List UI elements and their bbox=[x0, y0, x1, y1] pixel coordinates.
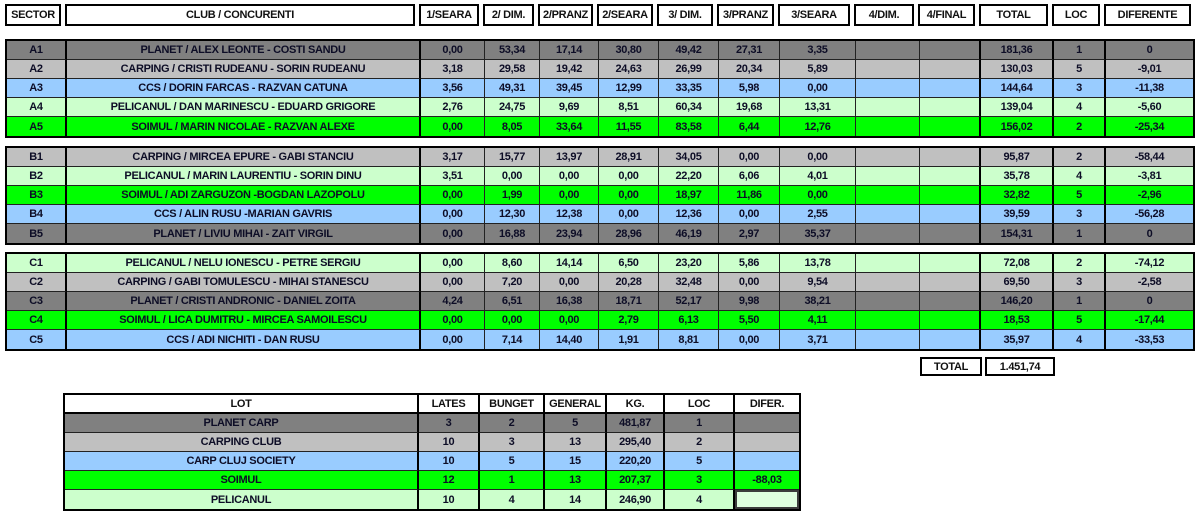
cell-A3-diferente[interactable]: -11,38 bbox=[1106, 79, 1193, 98]
cell-A2-sector[interactable]: A2 bbox=[7, 60, 67, 79]
cell-A5-session-6[interactable]: 12,76 bbox=[780, 117, 856, 136]
cell-A5-sector[interactable]: A5 bbox=[7, 117, 67, 136]
lot-cell-soimul-general[interactable]: 13 bbox=[545, 471, 607, 490]
cell-A2-diferente[interactable]: -9,01 bbox=[1106, 60, 1193, 79]
cell-B2-4final[interactable] bbox=[920, 167, 981, 186]
column-header-3-pranz[interactable]: 3/PRANZ bbox=[717, 4, 774, 26]
lot-cell-carping-club-lates[interactable]: 10 bbox=[419, 433, 480, 452]
cell-C5-session-6[interactable]: 3,71 bbox=[780, 330, 856, 349]
cell-B2-club[interactable]: PELICANUL / MARIN LAURENTIU - SORIN DINU bbox=[67, 167, 421, 186]
cell-B4-session-5[interactable]: 0,00 bbox=[719, 205, 780, 224]
lot-cell-pelicanul-loc[interactable]: 4 bbox=[665, 490, 735, 509]
cell-C4-diferente[interactable]: -17,44 bbox=[1106, 311, 1193, 330]
cell-C4-4final[interactable] bbox=[920, 311, 981, 330]
cell-B3-diferente[interactable]: -2,96 bbox=[1106, 186, 1193, 205]
cell-B1-club[interactable]: CARPING / MIRCEA EPURE - GABI STANCIU bbox=[67, 148, 421, 167]
cell-C5-4final[interactable] bbox=[920, 330, 981, 349]
cell-C2-session-5[interactable]: 0,00 bbox=[719, 273, 780, 292]
cell-B1-sector[interactable]: B1 bbox=[7, 148, 67, 167]
cell-C4-session-2[interactable]: 0,00 bbox=[540, 311, 599, 330]
lot-cell-carp-cluj-society-loc[interactable]: 5 bbox=[665, 452, 735, 471]
cell-B1-session-5[interactable]: 0,00 bbox=[719, 148, 780, 167]
cell-A2-total[interactable]: 130,03 bbox=[981, 60, 1054, 79]
cell-B5-4final[interactable] bbox=[920, 224, 981, 243]
column-header-2-dim[interactable]: 2/ DIM. bbox=[483, 4, 534, 26]
cell-A5-session-1[interactable]: 8,05 bbox=[485, 117, 540, 136]
cell-C2-session-3[interactable]: 20,28 bbox=[599, 273, 659, 292]
cell-A5-session-3[interactable]: 11,55 bbox=[599, 117, 659, 136]
cell-B5-session-2[interactable]: 23,94 bbox=[540, 224, 599, 243]
lot-header-lates[interactable]: LATES bbox=[419, 395, 480, 414]
lot-header-loc[interactable]: LOC bbox=[665, 395, 735, 414]
cell-B5-session-3[interactable]: 28,96 bbox=[599, 224, 659, 243]
cell-A1-sector[interactable]: A1 bbox=[7, 41, 67, 60]
cell-B5-session-1[interactable]: 16,88 bbox=[485, 224, 540, 243]
cell-B5-4dim[interactable] bbox=[856, 224, 920, 243]
cell-C3-session-5[interactable]: 9,98 bbox=[719, 292, 780, 311]
cell-A4-session-3[interactable]: 8,51 bbox=[599, 98, 659, 117]
cell-A1-4dim[interactable] bbox=[856, 41, 920, 60]
cell-B5-club[interactable]: PLANET / LIVIU MIHAI - ZAIT VIRGIL bbox=[67, 224, 421, 243]
cell-A1-session-3[interactable]: 30,80 bbox=[599, 41, 659, 60]
lot-cell-planet-carp-bunget[interactable]: 2 bbox=[480, 414, 545, 433]
lot-cell-planet-carp-lates[interactable]: 3 bbox=[419, 414, 480, 433]
column-header-club-concurenti[interactable]: CLUB / CONCURENTI bbox=[65, 4, 415, 26]
lot-cell-carp-cluj-society-difer[interactable] bbox=[735, 452, 799, 471]
cell-A2-session-2[interactable]: 19,42 bbox=[540, 60, 599, 79]
cell-A4-session-6[interactable]: 13,31 bbox=[780, 98, 856, 117]
cell-C4-session-1[interactable]: 0,00 bbox=[485, 311, 540, 330]
cell-C3-session-6[interactable]: 38,21 bbox=[780, 292, 856, 311]
sector-c-table bbox=[5, 252, 1195, 351]
cell-B4-diferente[interactable]: -56,28 bbox=[1106, 205, 1193, 224]
cell-C3-club[interactable]: PLANET / CRISTI ANDRONIC - DANIEL ZOITA bbox=[67, 292, 421, 311]
lot-cell-pelicanul-difer[interactable] bbox=[735, 490, 799, 509]
cell-A2-loc[interactable]: 5 bbox=[1054, 60, 1106, 79]
cell-C3-session-4[interactable]: 52,17 bbox=[659, 292, 719, 311]
cell-B3-loc[interactable]: 5 bbox=[1054, 186, 1106, 205]
cell-B2-session-5[interactable]: 6,06 bbox=[719, 167, 780, 186]
cell-B1-session-1[interactable]: 15,77 bbox=[485, 148, 540, 167]
cell-A3-session-1[interactable]: 49,31 bbox=[485, 79, 540, 98]
cell-C2-club[interactable]: CARPING / GABI TOMULESCU - MIHAI STANESCU bbox=[67, 273, 421, 292]
cell-A4-diferente[interactable]: -5,60 bbox=[1106, 98, 1193, 117]
lot-cell-soimul-lates[interactable]: 12 bbox=[419, 471, 480, 490]
cell-B2-session-3[interactable]: 0,00 bbox=[599, 167, 659, 186]
cell-B2-session-1[interactable]: 0,00 bbox=[485, 167, 540, 186]
cell-C1-4dim[interactable] bbox=[856, 254, 920, 273]
cell-C2-4final[interactable] bbox=[920, 273, 981, 292]
cell-B4-session-0[interactable]: 0,00 bbox=[421, 205, 485, 224]
cell-A1-loc[interactable]: 1 bbox=[1054, 41, 1106, 60]
cell-C3-diferente[interactable]: 0 bbox=[1106, 292, 1193, 311]
cell-C5-loc[interactable]: 4 bbox=[1054, 330, 1106, 349]
lot-cell-carping-club-loc[interactable]: 2 bbox=[665, 433, 735, 452]
cell-B2-session-0[interactable]: 3,51 bbox=[421, 167, 485, 186]
cell-C4-sector[interactable]: C4 bbox=[7, 311, 67, 330]
lot-cell-carp-cluj-society-general[interactable]: 15 bbox=[545, 452, 607, 471]
cell-C3-total[interactable]: 146,20 bbox=[981, 292, 1054, 311]
cell-B5-loc[interactable]: 1 bbox=[1054, 224, 1106, 243]
cell-A3-loc[interactable]: 3 bbox=[1054, 79, 1106, 98]
lot-cell-carp-cluj-society-lot[interactable]: CARP CLUJ SOCIETY bbox=[65, 452, 419, 471]
column-header-diferente[interactable]: DIFERENTE bbox=[1104, 4, 1191, 26]
cell-A4-session-2[interactable]: 9,69 bbox=[540, 98, 599, 117]
cell-A3-total[interactable]: 144,64 bbox=[981, 79, 1054, 98]
cell-C5-sector[interactable]: C5 bbox=[7, 330, 67, 349]
cell-B3-session-4[interactable]: 18,97 bbox=[659, 186, 719, 205]
column-header-1-seara[interactable]: 1/SEARA bbox=[419, 4, 479, 26]
cell-C1-session-5[interactable]: 5,86 bbox=[719, 254, 780, 273]
cell-B3-session-5[interactable]: 11,86 bbox=[719, 186, 780, 205]
cell-C4-4dim[interactable] bbox=[856, 311, 920, 330]
cell-C1-session-4[interactable]: 23,20 bbox=[659, 254, 719, 273]
cell-A4-session-0[interactable]: 2,76 bbox=[421, 98, 485, 117]
cell-B1-session-4[interactable]: 34,05 bbox=[659, 148, 719, 167]
cell-A1-club[interactable]: PLANET / ALEX LEONTE - COSTI SANDU bbox=[67, 41, 421, 60]
cell-B3-session-2[interactable]: 0,00 bbox=[540, 186, 599, 205]
cell-C3-loc[interactable]: 1 bbox=[1054, 292, 1106, 311]
cell-B1-diferente[interactable]: -58,44 bbox=[1106, 148, 1193, 167]
column-header-3-dim[interactable]: 3/ DIM. bbox=[657, 4, 713, 26]
grand-total-label: TOTAL bbox=[920, 357, 982, 376]
cell-C3-session-1[interactable]: 6,51 bbox=[485, 292, 540, 311]
cell-B5-session-4[interactable]: 46,19 bbox=[659, 224, 719, 243]
lot-cell-planet-carp-loc[interactable]: 1 bbox=[665, 414, 735, 433]
cell-C1-session-2[interactable]: 14,14 bbox=[540, 254, 599, 273]
lot-cell-carping-club-lot[interactable]: CARPING CLUB bbox=[65, 433, 419, 452]
cell-B1-4dim[interactable] bbox=[856, 148, 920, 167]
cell-C1-session-0[interactable]: 0,00 bbox=[421, 254, 485, 273]
lot-cell-soimul-loc[interactable]: 3 bbox=[665, 471, 735, 490]
cell-A3-session-0[interactable]: 3,56 bbox=[421, 79, 485, 98]
cell-B4-total[interactable]: 39,59 bbox=[981, 205, 1054, 224]
cell-C5-session-3[interactable]: 1,91 bbox=[599, 330, 659, 349]
cell-B1-loc[interactable]: 2 bbox=[1054, 148, 1106, 167]
cell-C2-sector[interactable]: C2 bbox=[7, 273, 67, 292]
cell-C1-total[interactable]: 72,08 bbox=[981, 254, 1054, 273]
cell-A5-loc[interactable]: 2 bbox=[1054, 117, 1106, 136]
cell-A2-session-4[interactable]: 26,99 bbox=[659, 60, 719, 79]
grand-total-value: 1.451,74 bbox=[985, 357, 1055, 376]
cell-C5-total[interactable]: 35,97 bbox=[981, 330, 1054, 349]
cell-B4-loc[interactable]: 3 bbox=[1054, 205, 1106, 224]
lot-cell-soimul-kg[interactable]: 207,37 bbox=[607, 471, 665, 490]
cell-A2-session-1[interactable]: 29,58 bbox=[485, 60, 540, 79]
cell-A2-session-3[interactable]: 24,63 bbox=[599, 60, 659, 79]
column-header-loc[interactable]: LOC bbox=[1052, 4, 1100, 26]
lot-header-difer[interactable]: DIFER. bbox=[735, 395, 799, 414]
lot-cell-carp-cluj-society-lates[interactable]: 10 bbox=[419, 452, 480, 471]
cell-A2-session-6[interactable]: 5,89 bbox=[780, 60, 856, 79]
cell-B3-session-3[interactable]: 0,00 bbox=[599, 186, 659, 205]
cell-A3-4final[interactable] bbox=[920, 79, 981, 98]
cell-B1-4final[interactable] bbox=[920, 148, 981, 167]
cell-A2-4dim[interactable] bbox=[856, 60, 920, 79]
cell-A5-diferente[interactable]: -25,34 bbox=[1106, 117, 1193, 136]
cell-C4-loc[interactable]: 5 bbox=[1054, 311, 1106, 330]
cell-C1-diferente[interactable]: -74,12 bbox=[1106, 254, 1193, 273]
cell-C5-session-2[interactable]: 14,40 bbox=[540, 330, 599, 349]
cell-C3-session-0[interactable]: 4,24 bbox=[421, 292, 485, 311]
cell-C5-club[interactable]: CCS / ADI NICHITI - DAN RUSU bbox=[67, 330, 421, 349]
cell-B4-session-4[interactable]: 12,36 bbox=[659, 205, 719, 224]
cell-C3-session-3[interactable]: 18,71 bbox=[599, 292, 659, 311]
lot-cell-carping-club-difer[interactable] bbox=[735, 433, 799, 452]
cell-B1-session-0[interactable]: 3,17 bbox=[421, 148, 485, 167]
cell-A3-session-4[interactable]: 33,35 bbox=[659, 79, 719, 98]
cell-A1-session-5[interactable]: 27,31 bbox=[719, 41, 780, 60]
cell-B3-club[interactable]: SOIMUL / ADI ZARGUZON -BOGDAN LAZOPOLU bbox=[67, 186, 421, 205]
cell-B2-session-4[interactable]: 22,20 bbox=[659, 167, 719, 186]
cell-C1-sector[interactable]: C1 bbox=[7, 254, 67, 273]
cell-B2-loc[interactable]: 4 bbox=[1054, 167, 1106, 186]
cell-B3-session-6[interactable]: 0,00 bbox=[780, 186, 856, 205]
cell-A4-session-5[interactable]: 19,68 bbox=[719, 98, 780, 117]
cell-C1-club[interactable]: PELICANUL / NELU IONESCU - PETRE SERGIU bbox=[67, 254, 421, 273]
cell-B3-session-0[interactable]: 0,00 bbox=[421, 186, 485, 205]
cell-B2-session-2[interactable]: 0,00 bbox=[540, 167, 599, 186]
cell-A5-club[interactable]: SOIMUL / MARIN NICOLAE - RAZVAN ALEXE bbox=[67, 117, 421, 136]
cell-C3-session-2[interactable]: 16,38 bbox=[540, 292, 599, 311]
cell-A5-session-5[interactable]: 6,44 bbox=[719, 117, 780, 136]
cell-A1-4final[interactable] bbox=[920, 41, 981, 60]
cell-C2-session-6[interactable]: 9,54 bbox=[780, 273, 856, 292]
cell-B4-session-3[interactable]: 0,00 bbox=[599, 205, 659, 224]
lot-cell-soimul-difer[interactable]: -88,03 bbox=[735, 471, 799, 490]
cell-B4-4dim[interactable] bbox=[856, 205, 920, 224]
cell-C1-session-3[interactable]: 6,50 bbox=[599, 254, 659, 273]
cell-A4-sector[interactable]: A4 bbox=[7, 98, 67, 117]
lot-cell-pelicanul-kg[interactable]: 246,90 bbox=[607, 490, 665, 509]
sector-a-table bbox=[5, 39, 1195, 138]
cell-B5-total[interactable]: 154,31 bbox=[981, 224, 1054, 243]
cell-A3-session-3[interactable]: 12,99 bbox=[599, 79, 659, 98]
cell-B3-4final[interactable] bbox=[920, 186, 981, 205]
cell-C2-session-0[interactable]: 0,00 bbox=[421, 273, 485, 292]
lot-header-kg[interactable]: KG. bbox=[607, 395, 665, 414]
cell-A1-session-2[interactable]: 17,14 bbox=[540, 41, 599, 60]
cell-C1-4final[interactable] bbox=[920, 254, 981, 273]
cell-A3-session-5[interactable]: 5,98 bbox=[719, 79, 780, 98]
cell-B5-session-0[interactable]: 0,00 bbox=[421, 224, 485, 243]
lot-cell-carp-cluj-society-bunget[interactable]: 5 bbox=[480, 452, 545, 471]
lot-cell-carping-club-general[interactable]: 13 bbox=[545, 433, 607, 452]
cell-B5-diferente[interactable]: 0 bbox=[1106, 224, 1193, 243]
column-header-2-seara[interactable]: 2/SEARA bbox=[597, 4, 653, 26]
lot-cell-planet-carp-difer[interactable] bbox=[735, 414, 799, 433]
cell-A5-session-2[interactable]: 33,64 bbox=[540, 117, 599, 136]
cell-B4-session-2[interactable]: 12,38 bbox=[540, 205, 599, 224]
cell-C2-loc[interactable]: 3 bbox=[1054, 273, 1106, 292]
cell-C3-4dim[interactable] bbox=[856, 292, 920, 311]
cell-B2-session-6[interactable]: 4,01 bbox=[780, 167, 856, 186]
cell-C4-session-4[interactable]: 6,13 bbox=[659, 311, 719, 330]
column-header-2-pranz[interactable]: 2/PRANZ bbox=[538, 4, 593, 26]
cell-C3-sector[interactable]: C3 bbox=[7, 292, 67, 311]
lot-cell-soimul-lot[interactable]: SOIMUL bbox=[65, 471, 419, 490]
lot-cell-soimul-bunget[interactable]: 1 bbox=[480, 471, 545, 490]
column-header-4-final[interactable]: 4/FINAL bbox=[918, 4, 975, 26]
lot-header-lot[interactable]: LOT bbox=[65, 395, 419, 414]
cell-B5-session-6[interactable]: 35,37 bbox=[780, 224, 856, 243]
cell-B4-session-1[interactable]: 12,30 bbox=[485, 205, 540, 224]
cell-A1-session-4[interactable]: 49,42 bbox=[659, 41, 719, 60]
cell-C4-session-3[interactable]: 2,79 bbox=[599, 311, 659, 330]
lot-cell-carping-club-kg[interactable]: 295,40 bbox=[607, 433, 665, 452]
lot-cell-planet-carp-general[interactable]: 5 bbox=[545, 414, 607, 433]
cell-C4-total[interactable]: 18,53 bbox=[981, 311, 1054, 330]
cell-A4-total[interactable]: 139,04 bbox=[981, 98, 1054, 117]
cell-B4-4final[interactable] bbox=[920, 205, 981, 224]
cell-B4-sector[interactable]: B4 bbox=[7, 205, 67, 224]
cell-A1-session-6[interactable]: 3,35 bbox=[780, 41, 856, 60]
cell-A5-session-0[interactable]: 0,00 bbox=[421, 117, 485, 136]
cell-A1-diferente[interactable]: 0 bbox=[1106, 41, 1193, 60]
cell-C2-session-1[interactable]: 7,20 bbox=[485, 273, 540, 292]
cell-B1-total[interactable]: 95,87 bbox=[981, 148, 1054, 167]
lot-summary-table bbox=[63, 393, 801, 511]
lot-cell-carping-club-bunget[interactable]: 3 bbox=[480, 433, 545, 452]
cell-B4-club[interactable]: CCS / ALIN RUSU -MARIAN GAVRIS bbox=[67, 205, 421, 224]
cell-A1-session-0[interactable]: 0,00 bbox=[421, 41, 485, 60]
cell-B3-session-1[interactable]: 1,99 bbox=[485, 186, 540, 205]
cell-A3-sector[interactable]: A3 bbox=[7, 79, 67, 98]
cell-A2-club[interactable]: CARPING / CRISTI RUDEANU - SORIN RUDEANU bbox=[67, 60, 421, 79]
cell-A1-total[interactable]: 181,36 bbox=[981, 41, 1054, 60]
cell-A4-club[interactable]: PELICANUL / DAN MARINESCU - EDUARD GRIGORE bbox=[67, 98, 421, 117]
cell-B2-sector[interactable]: B2 bbox=[7, 167, 67, 186]
cell-C2-session-2[interactable]: 0,00 bbox=[540, 273, 599, 292]
cell-B5-session-5[interactable]: 2,97 bbox=[719, 224, 780, 243]
cell-A1-session-1[interactable]: 53,34 bbox=[485, 41, 540, 60]
cell-A5-session-4[interactable]: 83,58 bbox=[659, 117, 719, 136]
cell-A2-session-5[interactable]: 20,34 bbox=[719, 60, 780, 79]
cell-C1-session-1[interactable]: 8,60 bbox=[485, 254, 540, 273]
lot-header-general[interactable]: GENERAL bbox=[545, 395, 607, 414]
lot-cell-pelicanul-lot[interactable]: PELICANUL bbox=[65, 490, 419, 509]
cell-A5-4final[interactable] bbox=[920, 117, 981, 136]
cell-A5-total[interactable]: 156,02 bbox=[981, 117, 1054, 136]
lot-cell-carp-cluj-society-kg[interactable]: 220,20 bbox=[607, 452, 665, 471]
cell-A3-club[interactable]: CCS / DORIN FARCAS - RAZVAN CATUNA bbox=[67, 79, 421, 98]
cell-B3-sector[interactable]: B3 bbox=[7, 186, 67, 205]
column-header-3-seara[interactable]: 3/SEARA bbox=[778, 4, 850, 26]
cell-C2-diferente[interactable]: -2,58 bbox=[1106, 273, 1193, 292]
cell-C5-session-1[interactable]: 7,14 bbox=[485, 330, 540, 349]
lot-cell-pelicanul-general[interactable]: 14 bbox=[545, 490, 607, 509]
main-table-header-row bbox=[5, 4, 1191, 26]
cell-B3-4dim[interactable] bbox=[856, 186, 920, 205]
cell-C2-session-4[interactable]: 32,48 bbox=[659, 273, 719, 292]
cell-C5-session-5[interactable]: 0,00 bbox=[719, 330, 780, 349]
lot-cell-pelicanul-lates[interactable]: 10 bbox=[419, 490, 480, 509]
cell-B2-4dim[interactable] bbox=[856, 167, 920, 186]
cell-A2-session-0[interactable]: 3,18 bbox=[421, 60, 485, 79]
cell-A4-session-1[interactable]: 24,75 bbox=[485, 98, 540, 117]
cell-C1-loc[interactable]: 2 bbox=[1054, 254, 1106, 273]
cell-A4-session-4[interactable]: 60,34 bbox=[659, 98, 719, 117]
column-header-sector[interactable]: SECTOR bbox=[5, 4, 61, 26]
cell-A3-session-6[interactable]: 0,00 bbox=[780, 79, 856, 98]
column-header-4-dim[interactable]: 4/DIM. bbox=[854, 4, 914, 26]
cell-A3-session-2[interactable]: 39,45 bbox=[540, 79, 599, 98]
cell-B1-session-3[interactable]: 28,91 bbox=[599, 148, 659, 167]
sector-b-table bbox=[5, 146, 1195, 245]
column-header-total[interactable]: TOTAL bbox=[979, 4, 1048, 26]
cell-C4-session-5[interactable]: 5,50 bbox=[719, 311, 780, 330]
cell-A2-4final[interactable] bbox=[920, 60, 981, 79]
cell-C4-session-6[interactable]: 4,11 bbox=[780, 311, 856, 330]
cell-C5-session-0[interactable]: 0,00 bbox=[421, 330, 485, 349]
cell-C4-club[interactable]: SOIMUL / LICA DUMITRU - MIRCEA SAMOILESCU bbox=[67, 311, 421, 330]
cell-C3-4final[interactable] bbox=[920, 292, 981, 311]
cell-A3-4dim[interactable] bbox=[856, 79, 920, 98]
cell-C1-session-6[interactable]: 13,78 bbox=[780, 254, 856, 273]
cell-A4-4dim[interactable] bbox=[856, 98, 920, 117]
cell-C5-diferente[interactable]: -33,53 bbox=[1106, 330, 1193, 349]
cell-A5-4dim[interactable] bbox=[856, 117, 920, 136]
cell-B5-sector[interactable]: B5 bbox=[7, 224, 67, 243]
cell-B2-diferente[interactable]: -3,81 bbox=[1106, 167, 1193, 186]
cell-B3-total[interactable]: 32,82 bbox=[981, 186, 1054, 205]
lot-header-bunget[interactable]: BUNGET bbox=[480, 395, 545, 414]
lot-cell-planet-carp-lot[interactable]: PLANET CARP bbox=[65, 414, 419, 433]
cell-C2-total[interactable]: 69,50 bbox=[981, 273, 1054, 292]
cell-B1-session-2[interactable]: 13,97 bbox=[540, 148, 599, 167]
lot-cell-planet-carp-kg[interactable]: 481,87 bbox=[607, 414, 665, 433]
grand-total-row bbox=[920, 357, 1055, 376]
cell-B4-session-6[interactable]: 2,55 bbox=[780, 205, 856, 224]
cell-C5-session-4[interactable]: 8,81 bbox=[659, 330, 719, 349]
cell-C4-session-0[interactable]: 0,00 bbox=[421, 311, 485, 330]
cell-A4-loc[interactable]: 4 bbox=[1054, 98, 1106, 117]
lot-cell-pelicanul-bunget[interactable]: 4 bbox=[480, 490, 545, 509]
cell-B2-total[interactable]: 35,78 bbox=[981, 167, 1054, 186]
cell-C2-4dim[interactable] bbox=[856, 273, 920, 292]
cell-B1-session-6[interactable]: 0,00 bbox=[780, 148, 856, 167]
cell-A4-4final[interactable] bbox=[920, 98, 981, 117]
cell-C5-4dim[interactable] bbox=[856, 330, 920, 349]
